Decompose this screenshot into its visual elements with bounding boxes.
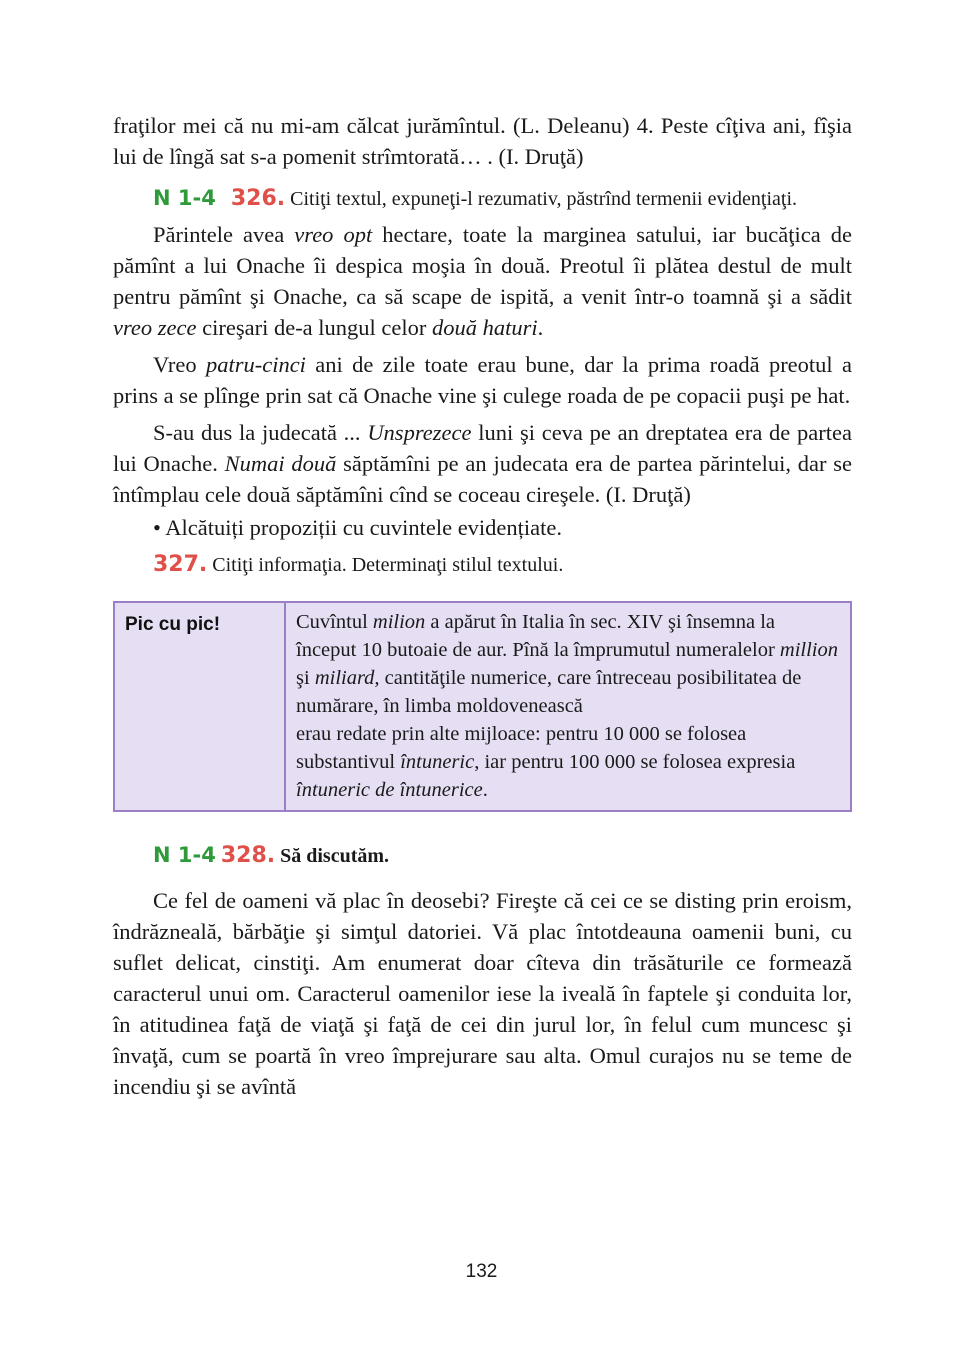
highlighted-term: două haturi — [432, 315, 538, 340]
page-content — [113, 110, 852, 1102]
discussion-paragraph: Ce fel de oameni vă plac în deosebi? Fireşte că cei ce se disting prin eroism, îndrăzneală, bărbăţie şi simţul datoriei. Vă plac întotdeauna oamenii buni, cu suflet delicat, cinstiţi. Am enumerat doar cîteva din trăsăturile ce formează caracterul unui om. Caracterul oamenilor iese la iveală în faptele şi conduita lor, în atitudinea faţă de viaţă şi faţă de cei din jurul lor, în felul cum muncesc şi învaţă, cum se poartă în vreo împrejurare sau alta. Omul curajos nu se teme de incendiu şi se avîntă — [113, 888, 852, 1099]
highlighted-term: vreo opt — [294, 222, 373, 247]
exercise-title: Să discutăm. — [280, 845, 390, 867]
exercise-number: 328. — [220, 843, 276, 868]
page-number: 132 — [465, 1261, 498, 1282]
bullet-icon: • — [153, 515, 161, 540]
info-box-text: Cuvîntul milion a apărut în Italia în sec. XIV şi însemna la început 10 butoaie de aur. Pînă la împrumutul numeralelor million şi miliard, cantităţile numerice, care întreceau posibilitatea de numărare, în limba moldovenească erau redate prin alte mijloace: pentru 10 000 se folosea substantivul întuneric, iar pentru 100 000 se folosea expresia întuneric de întunerice. — [285, 602, 851, 811]
highlighted-term: patru-cinci — [205, 352, 306, 377]
highlighted-term: Unsprezece — [367, 420, 472, 445]
info-box-label: Pic cu pic! — [114, 602, 285, 811]
task-bullet — [153, 512, 852, 543]
exercise-instruction: Citiţi textul, expuneţi-l rezumativ, păstrînd termenii evidenţiaţi. — [290, 188, 798, 210]
story-paragraph-3: S-au dus la judecată ... Unsprezece luni şi ceva pe an dreptatea era de partea lui Onache. Numai două săptămîni pe an judecata era de partea părintelui, dar se întîmplau cele două săptămîni cînd se coceau cireşele. (I. Druţă) — [113, 420, 852, 507]
bullet-text: Alcătuiți propoziții cu cuvintele evidențiate. — [165, 515, 563, 540]
info-box — [113, 601, 852, 812]
level-badge: N 1-4 — [153, 843, 216, 867]
exercise-instruction: Citiţi informaţia. Determinaţi stilul textului. — [212, 554, 564, 576]
exercise-326 — [153, 184, 852, 213]
exercise-number: 326. — [230, 186, 286, 211]
highlighted-term: Numai două — [224, 451, 337, 476]
story-paragraph-2: Vreo patru-cinci ani de zile toate erau bune, dar la prima roadă preotul a prins a se plînge prin sat că Onache vine şi culege roada de pe copacii puşi pe hat. — [113, 352, 852, 408]
exercise-number: 327. — [153, 552, 208, 577]
exercise-328 — [153, 840, 852, 871]
level-badge: N 1-4 — [153, 186, 216, 210]
top-paragraph: fraţilor mei că nu mi-am călcat jurămîntul. (L. Deleanu) 4. Peste cîţiva ani, fîşia lui de lîngă sat s-a pomenit strîmtorată… . (I. Druţă) — [113, 113, 852, 169]
exercise-327 — [153, 551, 852, 579]
highlighted-term: vreo zece — [113, 315, 197, 340]
story-paragraph-1: Părintele avea vreo opt hectare, toate la marginea satului, iar bucăţica de pămînt a lui Onache îi despica moşia în două. Preotul îi plătea destul de mult pentru pămînt şi Onache, ca să scape de ispită, a venit într-o toamnă şi a sădit vreo zece cireşari de-a lungul celor două haturi. — [113, 222, 852, 340]
